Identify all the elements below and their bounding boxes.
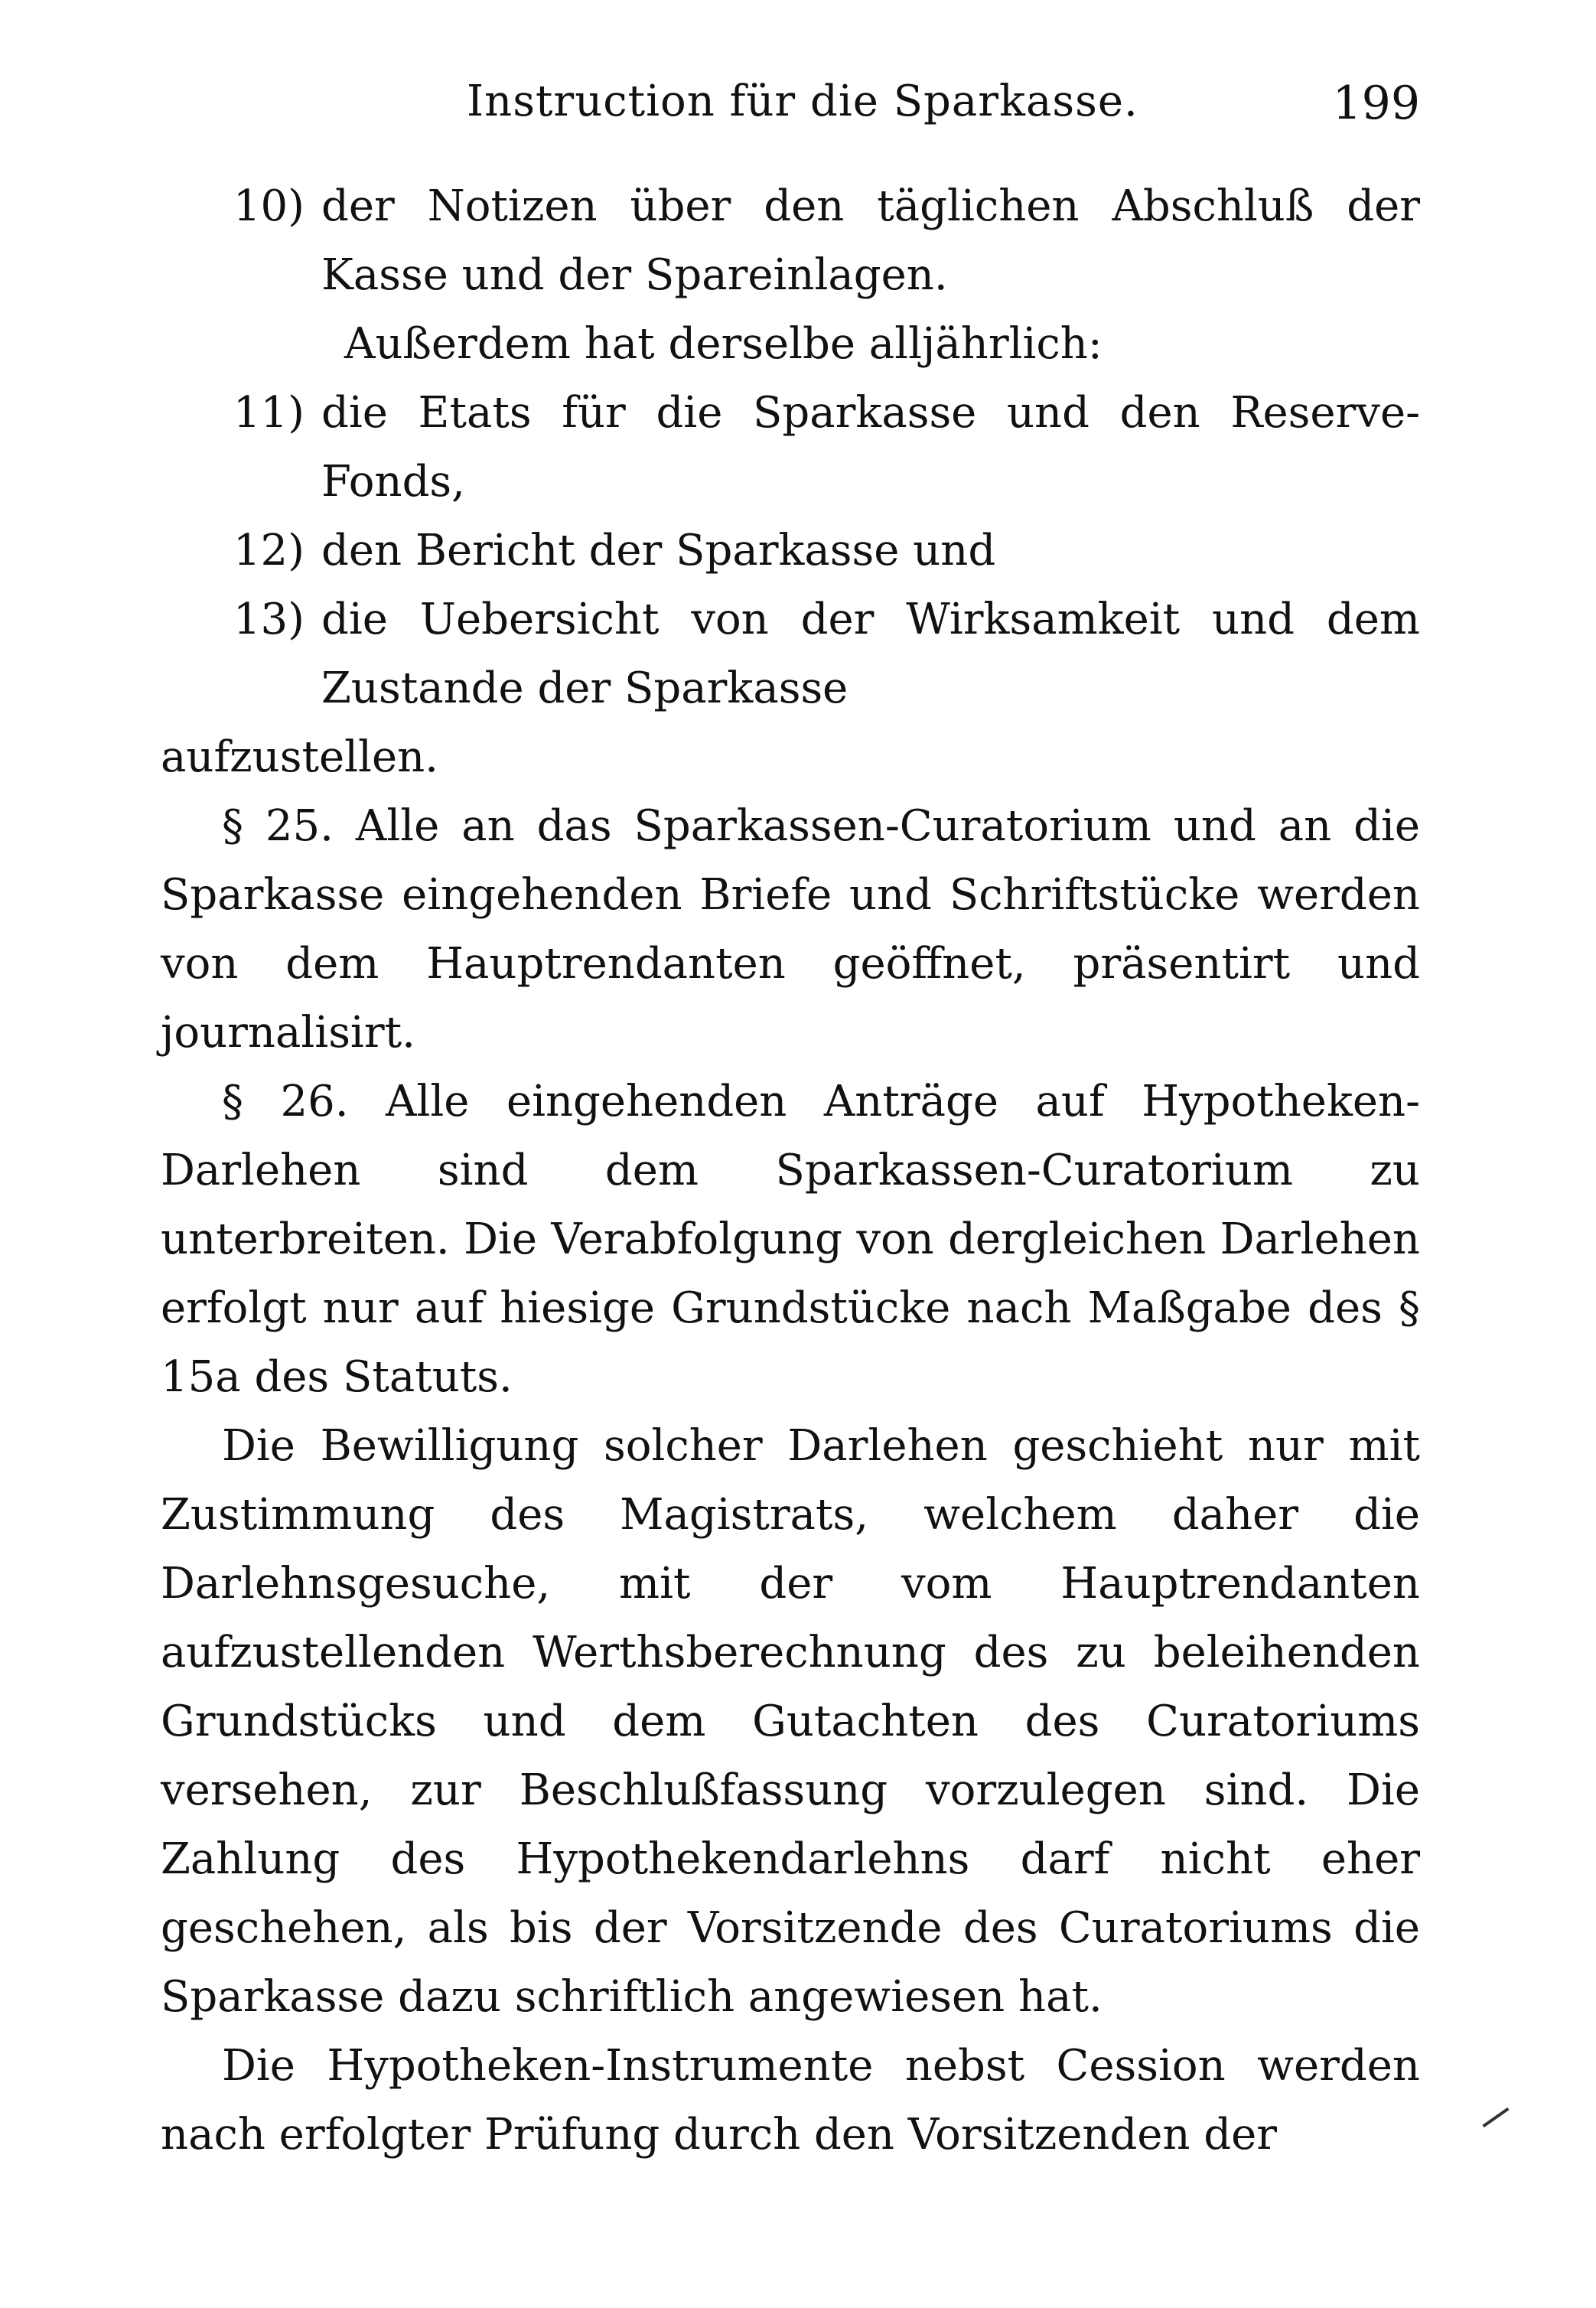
list-item-text: der Notizen über den täglichen Abschluß der Kasse und der Spareinlagen. (321, 181, 1420, 300)
page-number: 199 (1332, 77, 1420, 130)
list-item (161, 379, 1420, 517)
list-item (161, 585, 1420, 723)
list-item-number: 10) (233, 181, 305, 231)
closing-line: aufzustellen. (161, 732, 438, 782)
running-title: Instruction für die Sparkasse. (467, 77, 1138, 126)
paragraph-approval: Die Bewilligung solcher Darlehen geschieht nur mit Zustimmung des Magistrats, welchem daher die Darlehnsgesuche, mit der vom Hauptrendanten aufzustellenden Werthsberechnung des zu beleihenden Grundstücks und dem Gutachten des Curatoriums versehen, zur Beschlußfassung vorzulegen sind. Die Zahlung des Hypothekendarlehns darf nicht eher geschehen, als bis der Vorsitzende des Curatoriums die Sparkasse dazu schriftlich angewiesen hat. (161, 1421, 1420, 2022)
paragraph-section-25: § 25. Alle an das Sparkassen-Curatorium und an die Sparkasse eingehenden Briefe und Schriftstücke werden von dem Hauptrendanten geöffnet, präsentirt und journalisirt. (161, 801, 1420, 1058)
list-item-number: 12) (233, 526, 305, 575)
paragraph-instruments: Die Hypotheken-Instrumente nebst Cession werden nach erfolgter Prüfung durch den Vorsitzenden der (161, 2041, 1420, 2160)
margin-mark (1482, 2108, 1509, 2127)
paragraph-section-26: § 26. Alle eingehenden Anträge auf Hypotheken-Darlehen sind dem Sparkassen-Curatorium zu unterbreiten. Die Verabfolgung von dergleichen Darlehen erfolgt nur auf hiesige Grundstücke nach Maßgabe des § 15a des Statuts. (161, 1077, 1420, 1402)
list-item (161, 517, 1420, 585)
list-item-number: 13) (233, 595, 305, 644)
running-header (161, 77, 1420, 161)
list-item-number: 11) (233, 388, 305, 438)
list-item-text: die Uebersicht von der Wirksamkeit und dem Zustande der Sparkasse (321, 595, 1420, 713)
list-item-text: den Bericht der Sparkasse und (321, 526, 996, 575)
intro-line: Außerdem hat derselbe alljährlich: (344, 319, 1103, 369)
page-body (161, 172, 1420, 2169)
list-item (161, 172, 1420, 310)
list-item-text: die Etats für die Sparkasse und den Reserve-Fonds, (321, 388, 1420, 507)
